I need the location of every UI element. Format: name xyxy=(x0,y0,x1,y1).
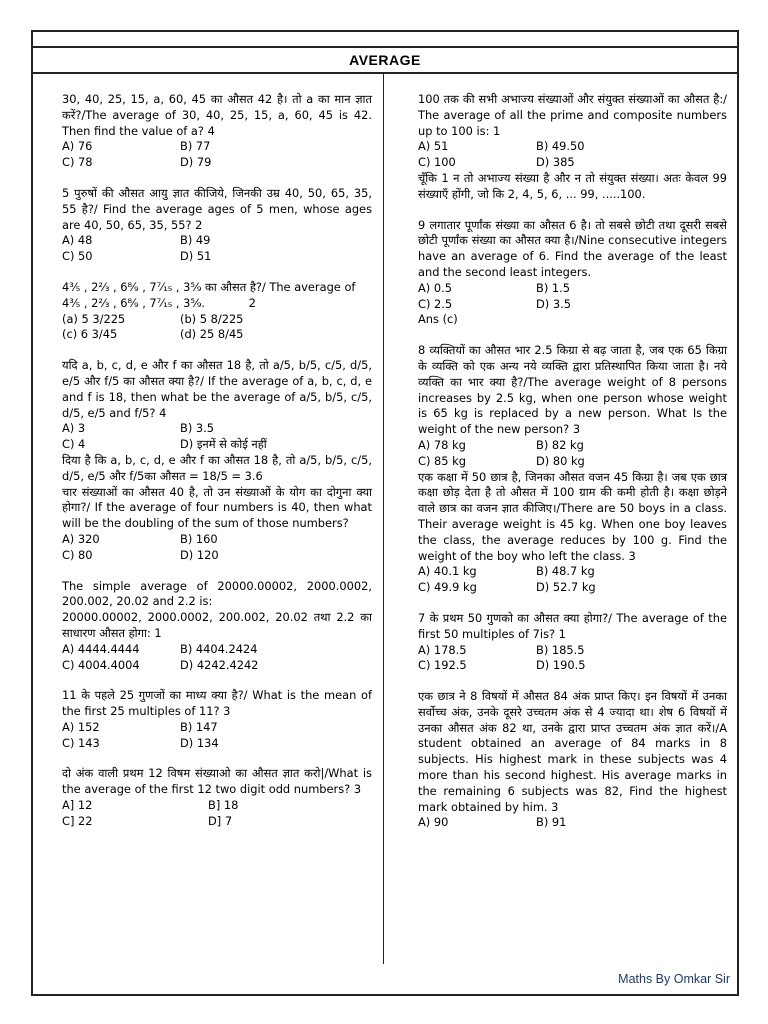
question-block xyxy=(418,92,727,203)
options xyxy=(418,564,727,596)
question-block xyxy=(62,358,372,484)
question-block xyxy=(62,280,372,343)
question-block xyxy=(418,689,727,831)
option: B) 91 xyxy=(536,815,567,830)
question-text: यदि a, b, c, d, e और f का औसत 18 है, तो a/5, b/5, c/5, d/5, e/5 और f/5 का औसत क्या है?/ If the average of a, b, c, d, e and f is 18, then what be the average of a/5, b/5, c/5, d/5, e/5 and f/5? 4 xyxy=(62,358,372,420)
option: C) 50 xyxy=(62,249,93,264)
option: D) इनमें से कोई नहीं xyxy=(180,437,267,452)
options xyxy=(62,798,372,830)
question-block xyxy=(62,186,372,265)
question-text: 11 के पहले 25 गुणजों का माध्य क्या है?/ What is the mean of the first 25 multiples of 11? 3 xyxy=(62,688,372,719)
option: A) 90 xyxy=(418,815,449,830)
option: A) 76 xyxy=(62,139,93,154)
option: C) 143 xyxy=(62,735,100,750)
solution-text: दिया है कि a, b, c, d, e और f का औसत 18 है, तो a/5, b/5, c/5, d/5, e/5 और f/5का औसत = 18/5 = 3.6 xyxy=(62,452,372,483)
option: C) 192.5 xyxy=(418,658,467,673)
option: B] 18 xyxy=(208,798,239,813)
option: (d) 25 8/45 xyxy=(180,327,244,342)
question-text: एक कक्षा में 50 छात्र है, जिनका औसत वजन 45 किग्रा है। जब एक छात्र कक्षा छोड़ देता है तो औसत में 100 ग्राम की कमी होती है। कक्षा छोड़ने वाले छात्र का वजन ज्ञात कीजिए।/There are 50 boys in a class. Their average weight is 45 kg. When one boy leaves the class, the average reduces by 100 g. Find the weight of the boy who left the class. 3 xyxy=(418,469,727,563)
option: C) 78 xyxy=(62,155,93,170)
question-text: 100 तक की सभी अभाज्य संख्याओं और संयुक्त संख्याओं का औसत है:/ The average of all the prime and composite numbers up to 100 is: 1 xyxy=(418,92,727,138)
question-text: चार संख्याओं का औसत 40 है, तो उन संख्याओं के योग का दोगुना क्या होगा?/ If the average of four numbers is 40, then what will be the doubling of the sum of those numbers? xyxy=(62,484,372,531)
option: D) 80 kg xyxy=(536,453,585,468)
option: (b) 5 8/225 xyxy=(180,311,244,326)
option: D) 134 xyxy=(180,735,219,750)
question-block xyxy=(62,766,372,829)
option: B) 147 xyxy=(180,719,218,734)
options xyxy=(62,233,372,265)
question-block xyxy=(62,92,372,171)
option: B) 185.5 xyxy=(536,642,585,657)
question-block xyxy=(62,485,372,564)
option: D) 4242.4242 xyxy=(180,657,259,672)
options xyxy=(62,421,372,453)
option: A) 40.1 kg xyxy=(418,564,477,579)
options xyxy=(418,438,727,470)
option: A) 178.5 xyxy=(418,642,467,657)
options xyxy=(418,815,727,831)
question-text: दो अंक वाली प्रथम 12 विषम संख्याओ का औसत ज्ञात करो|/What is the average of the first 12 two digit odd numbers? 3 xyxy=(62,766,372,797)
option: B) 160 xyxy=(180,531,218,546)
question-block xyxy=(62,579,372,674)
options xyxy=(418,139,727,171)
footer-credit: Maths By Omkar Sir xyxy=(618,972,730,986)
option: D) 79 xyxy=(180,155,212,170)
options xyxy=(418,281,727,313)
question-text: 30, 40, 25, 15, a, 60, 45 का औसत 42 है। तो a का मान ज्ञात करें?/The average of 30, 40, 25, 15, a, 60, 45 is 42. Then find the value of a? 4 xyxy=(62,92,372,138)
option: B) 48.7 kg xyxy=(536,564,595,579)
right-column xyxy=(418,92,727,831)
option: B) 4404.2424 xyxy=(180,641,258,656)
question-text: 5 पुरुषों की औसत आयु ज्ञात कीजिये, जिनकी उम्र 40, 50, 65, 35, 55 है?/ Find the average ages of 5 men, whose ages are 40, 50, 65, 35, 55? 2 xyxy=(62,185,372,232)
option: C) 4 xyxy=(62,437,86,452)
option: A) 320 xyxy=(62,531,100,546)
question-block xyxy=(62,688,372,751)
solution-text: चूँकि 1 न तो अभाज्य संख्या है और न तो संयुक्त संख्या। अतः केवल 99 संख्याएँ होंगी, जो कि 2, 4, 5, 6, ... 99, .....100. xyxy=(418,170,727,201)
option: D) 190.5 xyxy=(536,658,586,673)
question-text: एक छात्र ने 8 विषयों में औसत 84 अंक प्राप्त किए। इन विषयों में उनका सर्वोच्च अंक, उनके दूसरे उच्चतम अंक से 4 ज्यादा था। शेष 6 विषयों में उनका औसत अंक 82 था, उनके द्वारा प्राप्त उच्चतम अंक ज्ञात करें।/A student obtained an average of 84 marks in 8 subjects. His highest mark in these subjects was 4 more than his second highest. His average marks in the remaining 6 subjects was 82, Find the highest mark obtained by him. 3 xyxy=(418,689,727,814)
option: B) 82 kg xyxy=(536,437,584,452)
question-text: 7 के प्रथम 50 गुणको का औसत क्या होगा?/ The average of the first 50 multiples of 7is? 1 xyxy=(418,610,727,641)
option: D] 7 xyxy=(208,813,233,828)
question-text: 8 व्यक्तियों का औसत भार 2.5 किग्रा से बढ़ जाता है, जब एक 65 किग्रा के व्यक्ति को एक अन्य नये व्यक्ति द्वारा प्रतिस्थापित किया जाता है। नये व्यक्ति का भार क्या है?/The average weight of 8 persons increases by 2.5 kg, when one person whose weight is 65 kg is replaced by a new person. What Is the weight of the new person? 3 xyxy=(418,343,727,437)
option: D) 51 xyxy=(180,249,212,264)
question-text: 4³⁄₅ , 2²⁄₃ , 6⁸⁄₉ , 7⁷⁄₁₅ , 3⁵⁄₉. 2 xyxy=(62,295,256,310)
option: (a) 5 3/225 xyxy=(62,311,126,326)
question-block xyxy=(418,611,727,674)
option: A) 78 kg xyxy=(418,437,466,452)
column-divider xyxy=(383,74,384,964)
question-text: 9 लगातार पूर्णांक संख्या का औसत 6 है। तो सबसे छोटी तथा दूसरी सबसे छोटी पूर्णांक संख्या का औसत क्या है।/Nine consecutive integers have an average of 6. Find the average of the least and the second least integers. xyxy=(418,217,727,279)
option: B) 49 xyxy=(180,233,211,248)
option: C) 100 xyxy=(418,155,456,170)
options xyxy=(418,643,727,675)
option: A) 0.5 xyxy=(418,280,452,295)
option: A) 48 xyxy=(62,233,93,248)
options xyxy=(62,532,372,564)
option: D) 385 xyxy=(536,155,575,170)
option: B) 77 xyxy=(180,139,211,154)
question-text: 20000.00002, 2000.0002, 200.002, 20.02 तथा 2.2 का साधारण औसत होगा: 1 xyxy=(62,610,372,640)
option: B) 3.5 xyxy=(180,421,214,436)
option: D) 52.7 kg xyxy=(536,580,596,595)
option: D) 3.5 xyxy=(536,296,571,311)
question-text: The simple average of 20000.00002, 2000.0002, 200.002, 20.02 and 2.2 is: xyxy=(62,578,372,609)
option: C) 49.9 kg xyxy=(418,580,477,595)
option: D) 120 xyxy=(180,547,219,562)
option: A) 51 xyxy=(418,139,449,154)
option: C) 85 kg xyxy=(418,453,466,468)
option: C) 80 xyxy=(62,547,93,562)
options xyxy=(62,139,372,171)
option: B) 1.5 xyxy=(536,280,570,295)
option: A) 152 xyxy=(62,719,100,734)
answer-key: Ans (c) xyxy=(418,312,458,327)
options xyxy=(62,642,372,674)
option: B) 49.50 xyxy=(536,139,585,154)
page-title: AVERAGE xyxy=(31,46,739,74)
option: C) 2.5 xyxy=(418,296,453,311)
options xyxy=(62,720,372,752)
option: C] 22 xyxy=(62,813,93,828)
option: C) 4004.4004 xyxy=(62,657,140,672)
option: A) 3 xyxy=(62,421,86,436)
option: (c) 6 3/45 xyxy=(62,327,118,342)
left-column xyxy=(62,92,372,830)
question-block xyxy=(418,470,727,596)
answer-key: 2 xyxy=(248,295,256,310)
question-block xyxy=(418,218,727,329)
option: A] 12 xyxy=(62,798,93,813)
question-block xyxy=(418,343,727,469)
option: A) 4444.4444 xyxy=(62,641,140,656)
question-text: 4³⁄₅ , 2²⁄₃ , 6⁸⁄₉ , 7⁷⁄₁₅ , 3⁵⁄₉ का औसत है?/ The average of xyxy=(62,279,356,294)
options xyxy=(62,312,372,344)
